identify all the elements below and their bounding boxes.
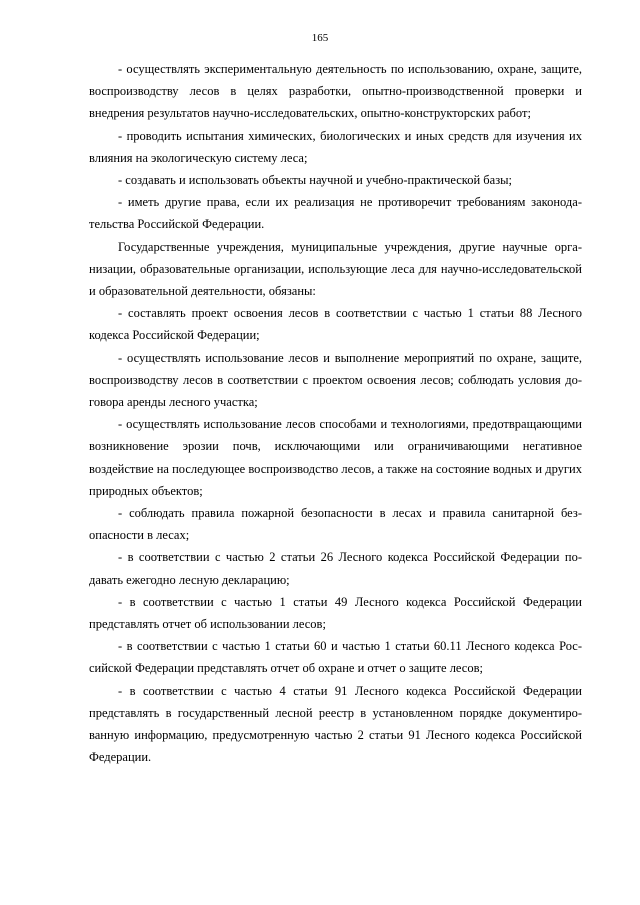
- paragraph-obligations-intro: Государственные учреждения, муниципальные учреждения, другие научные организации, образовательные организации, использующие леса для научно-исследовательской и образовательной деятельности, обязаны:: [89, 239, 582, 299]
- paragraph-other-rights: - иметь другие права, если их реализация не противоречит требованиям законодательства Российской Федерации.: [89, 195, 582, 232]
- page-number: 165: [311, 32, 329, 44]
- paragraph-fire-safety: - соблюдать правила пожарной безопасности в лесах и правила санитарной безопасности в лесах;: [89, 506, 582, 543]
- document-body: [89, 58, 582, 769]
- paragraph-erosion: - осуществлять использование лесов способами и технологиями, предотвращающими возникновение эрозии почв, исключающими или ограничивающими негативное воздействие на последующее воспроизводство лесов, а также на состояние водных и других природных объектов;: [89, 417, 582, 498]
- paragraph-declaration: - в соответствии с частью 2 статьи 26 Лесного кодекса Российской Федерации подавать ежегодно лесную декларацию;: [89, 550, 582, 587]
- paragraph-testing: - проводить испытания химических, биологических и иных средств для изучения их влияния на экологическую систему леса;: [89, 128, 582, 165]
- paragraph-use-and-lease: - осуществлять использование лесов и выполнение мероприятий по охране, защите, воспроизводству лесов в соответствии с проектом освоения лесов; соблюдать условия договора аренды лесного участка;: [89, 350, 582, 410]
- paragraph-research-activity: - осуществлять экспериментальную деятельность по использованию, охране, защите, воспроизводству лесов в целях разработки, опытно-производственной проверки и внедрения результатов научно-исследовательских, опытно-конструкторских работ;: [89, 62, 582, 121]
- paragraph-facilities: - создавать и использовать объекты научной и учебно-практической базы;: [118, 173, 513, 188]
- paragraph-usage-report: - в соответствии с частью 1 статьи 49 Лесного кодекса Российской Федерации представлять отчет об использовании лесов;: [89, 594, 582, 632]
- paragraph-registry: - в соответствии с частью 4 статьи 91 Лесного кодекса Российской Федерации представлять в государственный лесной реестр в установленном порядке документированную информацию, предусмотренную частью 2 статьи 91 Лесного кодекса Российской Федерации.: [89, 683, 582, 765]
- paragraph-project: - составлять проект освоения лесов в соответствии с частью 1 статьи 88 Лесного кодекса Российской Федерации;: [89, 306, 582, 343]
- paragraph-protection-report: - в соответствии с частью 1 статьи 60 и частью 1 статьи 60.11 Лесного кодекса Российской Федерации представлять отчет об охране и отчет о защите лесов;: [89, 639, 582, 676]
